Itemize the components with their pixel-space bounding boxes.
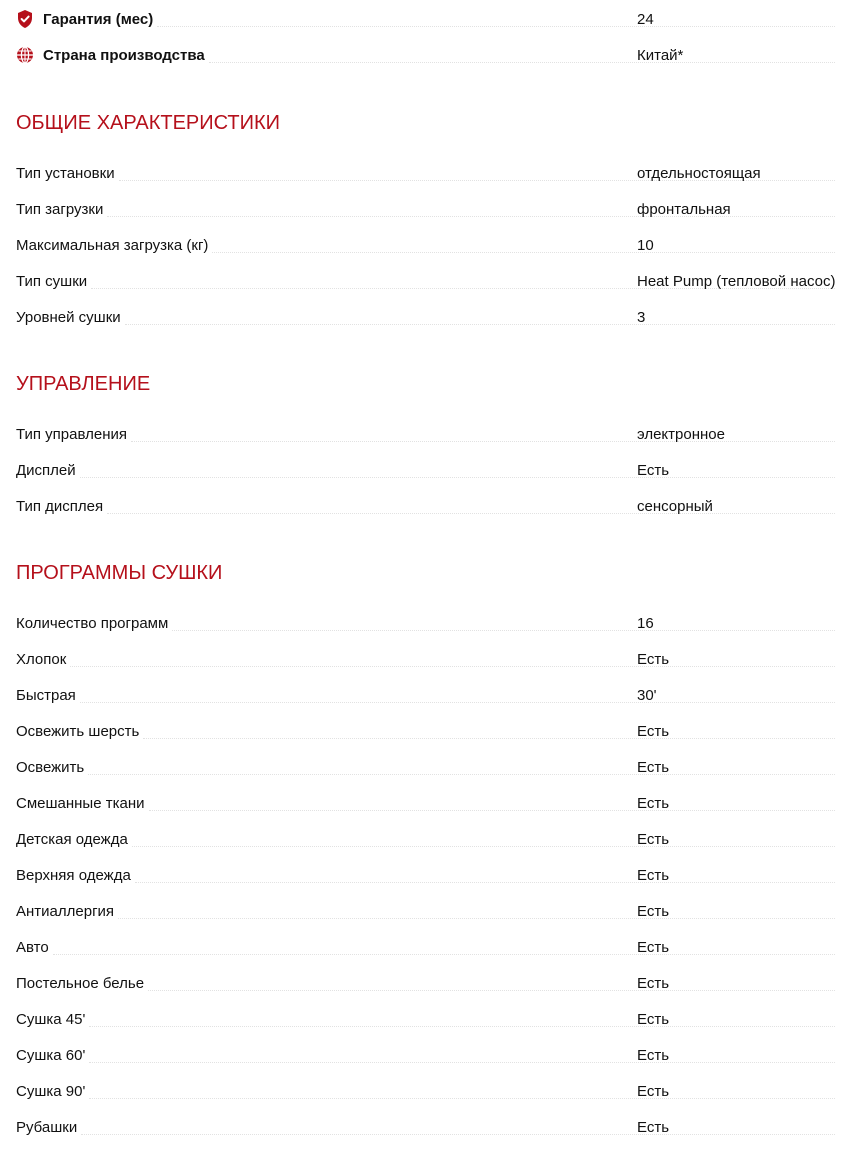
spec-row (16, 749, 847, 785)
spec-row (16, 191, 847, 227)
spec-label: Сушка 60' (16, 1047, 89, 1064)
spec-label: Детская одежда (16, 831, 132, 848)
dotted-leader (107, 512, 835, 514)
spec-label: Гарантия (мес) (43, 10, 154, 28)
section-programs-rows (16, 605, 847, 1145)
spec-label: Количество программ (16, 615, 172, 632)
dotted-leader (81, 1133, 835, 1135)
spec-value: Есть (637, 794, 670, 812)
spec-row (16, 488, 847, 524)
spec-row-country (16, 37, 847, 73)
dotted-leader (212, 251, 835, 253)
spec-value: Есть (637, 722, 670, 740)
spec-label: Дисплей (16, 462, 80, 479)
spec-value: Есть (637, 1010, 670, 1028)
section-title-programs: ПРОГРАММЫ СУШКИ (16, 562, 223, 584)
dotted-leader (70, 665, 835, 667)
spec-value: Есть (637, 866, 670, 884)
dotted-leader (80, 476, 835, 478)
spec-label: Освежить шерсть (16, 723, 143, 740)
spec-label: Хлопок (16, 651, 70, 668)
dotted-leader (89, 1025, 835, 1027)
spec-row (16, 965, 847, 1001)
spec-label: Тип установки (16, 165, 119, 182)
dotted-leader (131, 440, 835, 442)
spec-value: 24 (637, 10, 654, 28)
dotted-leader (172, 629, 835, 631)
spec-row-warranty (16, 1, 847, 37)
dotted-leader (157, 25, 835, 27)
spec-label: Сушка 90' (16, 1083, 89, 1100)
spec-label: Сушка 45' (16, 1011, 89, 1028)
dotted-leader (89, 1061, 835, 1063)
spec-row (16, 1109, 847, 1145)
spec-value: Есть (637, 902, 670, 920)
spec-value: 16 (637, 614, 654, 632)
dotted-leader (148, 989, 835, 991)
spec-label: Тип загрузки (16, 201, 107, 218)
spec-row (16, 785, 847, 821)
spec-value: электронное (637, 425, 725, 443)
spec-value: Есть (637, 938, 670, 956)
section-general-rows (16, 155, 847, 335)
dotted-leader (53, 953, 835, 955)
spec-row (16, 227, 847, 263)
spec-row (16, 677, 847, 713)
spec-label: Уровней сушки (16, 309, 125, 326)
spec-label: Постельное белье (16, 975, 148, 992)
section-title-general: ОБЩИЕ ХАРАКТЕРИСТИКИ (16, 112, 281, 134)
spec-value: Heat Pump (тепловой насос) (637, 272, 836, 290)
spec-value: Есть (637, 650, 670, 668)
globe-icon (16, 46, 34, 64)
spec-value: фронтальная (637, 200, 731, 218)
spec-value: 3 (637, 308, 646, 326)
spec-label: Авто (16, 939, 53, 956)
spec-row (16, 713, 847, 749)
shield-check-icon (16, 10, 34, 28)
spec-value: Есть (637, 974, 670, 992)
spec-label: Антиаллергия (16, 903, 118, 920)
spec-label: Рубашки (16, 1119, 81, 1136)
spec-row (16, 1037, 847, 1073)
dotted-leader (135, 881, 835, 883)
dotted-leader (80, 701, 835, 703)
spec-label: Освежить (16, 759, 88, 776)
spec-row (16, 929, 847, 965)
dotted-leader (143, 737, 835, 739)
spec-value: Есть (637, 1118, 670, 1136)
dotted-leader (149, 809, 836, 811)
spec-value: 10 (637, 236, 654, 254)
spec-row (16, 857, 847, 893)
spec-value: Китай* (637, 46, 684, 64)
dotted-leader (88, 773, 835, 775)
spec-row (16, 641, 847, 677)
spec-value: 30' (637, 686, 657, 704)
spec-row (16, 452, 847, 488)
spec-row (16, 821, 847, 857)
spec-row (16, 299, 847, 335)
spec-label: Тип дисплея (16, 498, 107, 515)
spec-value: сенсорный (637, 497, 713, 515)
spec-value: Есть (637, 461, 670, 479)
spec-label: Страна производства (43, 46, 205, 64)
spec-label: Быстрая (16, 687, 80, 704)
spec-label: Верхняя одежда (16, 867, 135, 884)
dotted-leader (209, 61, 835, 63)
spec-label: Тип сушки (16, 273, 91, 290)
spec-row (16, 1001, 847, 1037)
spec-row (16, 1073, 847, 1109)
spec-value: отдельностоящая (637, 164, 761, 182)
spec-label: Тип управления (16, 426, 131, 443)
spec-row (16, 263, 847, 299)
spec-label: Смешанные ткани (16, 795, 149, 812)
dotted-leader (132, 845, 835, 847)
section-title-control: УПРАВЛЕНИЕ (16, 373, 151, 395)
spec-row (16, 605, 847, 641)
dotted-leader (118, 917, 835, 919)
spec-label-wrap (16, 46, 209, 64)
section-control-rows (16, 416, 847, 524)
spec-label: Максимальная загрузка (кг) (16, 237, 212, 254)
spec-row (16, 416, 847, 452)
dotted-leader (89, 1097, 835, 1099)
spec-value: Есть (637, 1046, 670, 1064)
spec-label-wrap (16, 10, 157, 28)
spec-value: Есть (637, 830, 670, 848)
spec-row (16, 155, 847, 191)
spec-value: Есть (637, 1082, 670, 1100)
spec-row (16, 893, 847, 929)
dotted-leader (125, 323, 835, 325)
spec-value: Есть (637, 758, 670, 776)
